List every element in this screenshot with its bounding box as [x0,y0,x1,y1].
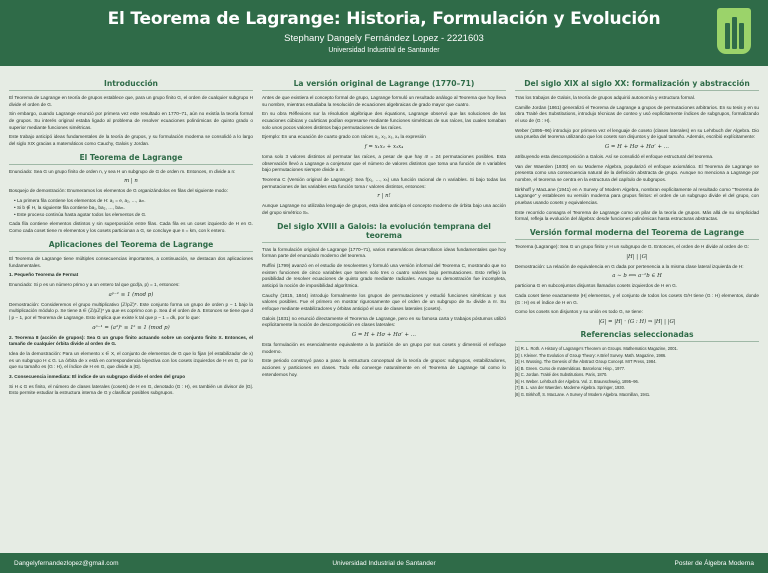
paragraph: Idea de la demostración: Para un elemento x ∈ X, el conjunto de elementos de G que lo fijan (el estabilizador de x) es un subgrupo H ≤ G. La órbita de x está en correspondencia biyectiva con los cosets izquierdos de H en G, por lo que su tamaño es (G : H), el índice de H en G, que divide a |G|. [9,350,253,370]
paragraph: atribuyendo esta descomposición a Galois. Así se consolidó el enfoque estructural del teorema. [515,154,714,160]
footer-event: Poster de Álgebra Moderna [674,559,754,567]
paragraph: Cada fila contiene elementos distintos y sin superposición entre filas. Cada fila es un coset izquierdo de H en G. Como cada coset tiene m elementos y los cosets particionan a G, se concluye que n = km, con k entero. [9,221,253,234]
paragraph: Ruffini (1799) avanzó en el estudio de resolventes y formuló una versión informal del Teorema C, mostrando que no existen funciones de cinco variables que tomen solo tres o cuatro valores bajo permutaciones. Esto reflejó la posibilidad de resolver ecuaciones de quinto grado mediante radicales. Aunque su demostración fue incompleta, anticipó la noción de imposibilidad algorítmica. [262,263,506,289]
equation: |G| = |H| · (G : H) ⇒ |H| | |G| [598,319,676,326]
paragraph: Antes de que existiera el concepto formal de grupo, Lagrange formuló un resultado análogo al Teorema que hoy lleva su nombre, mientras estudiaba la resolución de ecuaciones algebraicas de grado mayor que cuatro. [262,95,506,107]
paragraph: particiona G en subconjuntos disjuntos llamados cosets izquierdos de H en G. [515,283,678,289]
paragraph: Si H ≤ G es finito, el número de clases laterales (cosets) de H en G, denotado (G : H), es también un divisor de |G|. Esto permite estudiar la estructura interna de G y clasificar posibles subgrupos. [9,383,253,396]
paragraph: El Teorema de Lagrange tiene múltiples consecuencias importantes, a continuación, se destacan dos aplicaciones fundamentales. [9,255,253,268]
paragraph: En su obra Réflexions sur la résolution algébrique des équations, Lagrange observó que las soluciones de las ecuaciones cúbicas y cuárticas podían expresarse mediante funciones simétricas de sus raíces, las cuales tomaban solo unos pocos valores distintos bajo permutaciones de las raíces. [262,111,506,130]
paragraph: Camille Jordan (1861) generalizó el Teorema de Lagrange a grupos de permutaciones arbitrarios. En su tesis y en su obra Traité des Substitutions, introdujo técnicas de conteo y usó explícitamente índices de subgrupos, formalizando el uso de (G : H). [515,104,759,124]
list-item: • Este proceso continúa hasta agotar todos los elementos de G. [14,211,147,217]
list-item: • La primera fila contiene los elementos de H: a₁ = e, a₂, …, aₘ. [14,198,146,204]
reference-item: [8] G. Birkhoff, S. MacLane. A Survey of Modern Algebra. Macmillan, 1941. [515,391,651,397]
equation: r | n! [377,193,391,200]
reference-item: [1] R. L. Roth. A History of Lagrange's Theorem on Groups. Mathematics Magazine, 2001. [515,346,678,352]
paragraph: Bosquejo de demostración: Enumeramos los elementos de G organizándolos en filas del siguiente modo: [9,188,228,194]
paragraph: Van der Waerden (1930) en su Moderne Algebra, popularizó el enfoque axiomático. El Teorema de Lagrange se presenta como una consecuencia natural de la definición abstracta de grupo. Aunque no menciona a Lagrange por nombre, el teorema se centra en la estructura del capítulo de subgrupos. [515,163,759,183]
section-title-applications: Aplicaciones del Teorema de Lagrange [9,240,253,252]
paragraph: Enunciado: Si p es un número primo y a un entero tal que gcd(a, p) = 1, entonces: [9,281,180,287]
paragraph: Esta formulación es esencialmente equivalente a la partición de un grupo por sus cosets y dimensió el enfoque moderno. [262,342,506,354]
paragraph: Galois (1831) no enunció directamente el Teorema de Lagrange, pero en su famosa carta y trabajos póstumos utilizó explícitamente la noción de descomposición en clases laterales: [262,315,506,328]
paragraph: Tras los trabajos de Galois, la teoría de grupos adquirió autonomía y estructura formal. [515,95,696,100]
paragraph: Teorema (Lagrange): Sea G un grupo finito y H un subgrupo de G. Entonces, el orden de H divide al orden de G: [515,244,749,250]
equation: aᵖ⁻¹ ≡ 1 (mod p) [108,291,154,298]
paragraph: Aunque Lagrange no utilizaba lenguaje de grupos, esta idea anticipa el concepto moderno de órbita bajo una acción del grupo simétrico Sₙ. [262,203,506,216]
list-item: • Si b ∉ H, la siguiente fila contiene ba₁, ba₂, …, baₘ. [14,204,125,210]
section-title-early-evolution: Del siglo XVIII a Galois: la evolución temprana del teorema [262,222,506,243]
subheading: 2. Teorema 8 (acción de grupos): Sea G un grupo finito actuando sobre un conjunto finito X. Entonces, el tamaño de cualquier órbita divide al orden de G. [9,334,253,347]
section-title-original-version: La versión original de Lagrange (1770–71) [262,79,506,91]
subheading: 3. Consecuencia inmediata: El índice de un subgrupo divide el orden del grupo [9,373,186,379]
equation: aᵖ⁻¹ = (aᵈ)ᵏ ≡ 1ᵏ ≡ 1 (mod p) [92,324,170,331]
paragraph: Demostración: Consideremos el grupo multiplicativo (ℤ/pℤ)*. Este conjunto forma un grupo de orden p − 1 bajo la multiplicación módulo p. Se tiene ā ∈ (ℤ/pℤ)* ya que es coprimo con p. Sea d el orden de ā. Entonces se tiene que d | p − 1, por el Teorema de Lagrange. Esto implica que existe k tal que p − 1 = dk, por lo que: [9,301,253,320]
section-title-references: Referencias seleccionadas [515,330,759,342]
paragraph: El Teorema de Lagrange en teoría de grupos establece que, para un grupo finito G, el orden de cualquier subgrupo H divide el orden de G. [9,95,253,107]
paragraph: Enunciado: Sea G un grupo finito de orden n, y sea H un subgrupo de G de orden m. Entonces, m divide a n: [9,168,236,174]
poster-author: Stephany Dangely Fernández Lopez - 2221603 [284,33,484,44]
reference-item: [2] I. Kleiner. The Evolution of Group Theory: A Brief Survey. Math. Magazine, 1986. [515,352,667,358]
poster-affiliation: Universidad Industrial de Santander [328,47,440,54]
column-middle [262,74,506,552]
footer-email: Dangelyfernandezlopez@gmail.com [14,559,119,567]
footer-university: Universidad Industrial de Santander [332,559,436,567]
paragraph: Tras la formulación original de Lagrange (1770–71), varios matemáticos desarrollaron ideas fundamentales que hoy forman parte del enunciado moderno del teorema. [262,246,506,259]
paragraph: toma solo 3 valores distintos al permutar las raíces, a pesar de que hay 4! = 24 permutaciones posibles. Esta observación llevó a Lagrange a conjeturar que el número de valores distintos que toma una función de n variables bajo permutaciones siempre divide a n!. [262,154,506,173]
equation: |H| | |G| [626,253,648,260]
equation: G = H + Hσ + Hσ′ + … [351,332,417,339]
paragraph: Demostración: La relación de equivalencia en G dada por pertenencia a la misma clase lateral izquierda de H: [515,263,744,269]
university-logo-icon [717,8,751,54]
reference-item: [6] H. Weber. Lehrbuch der Algebra. Vol. 2. Braunschweig, 1895–96. [515,378,639,384]
paragraph: Teorema C (Versión original de Lagrange): Sea f(x₁, …, xₙ) una función racional de n variables. Si bajo todas las permutaciones de las variables esta función toma r valores distintos, entonces: [262,177,506,189]
paragraph: Ejemplo: En una ecuación de cuarto grado con raíces x₁, x₂, x₃, x₄ la expresión [262,134,426,140]
reference-item: [7] B. L. van der Waerden. Moderne Algebra. Springer, 1930. [515,385,625,391]
reference-item: [3] H. Wussing. The Genesis of the Abstract Group Concept. MIT Press, 1984. [515,359,657,365]
paragraph: Cada coset tiene exactamente |H| elementos, y el conjunto de todos los cosets G/H tiene (G : H) elementos, donde (G : H) es el índice de H en G. [515,293,759,305]
paragraph: Sin embargo, cuando Lagrange enunció por primera vez este resultado en 1770–71, aún no existía la teoría formal de grupos. Su interés original estaba ligado al problema de resolver ecuaciones polinómicas de quinto grado o superior mediante funciones simétricas. [9,111,253,130]
poster-title: El Teorema de Lagrange: Historia, Formulación y Evolución [107,9,661,29]
section-title-theorem: El Teorema de Lagrange [9,153,253,165]
paragraph: Cauchy (1815, 1844) introdujo formalmente los grupos de permutaciones y estudió funciones simétricas y sus valores posibles. Fue el primero en mostrar rigurosamente que el orden de un subgrupo de Sₙ divide a n!. Su enfoque mediante estabilizadores y órbitas anticipó el uso de clases laterales (cosets). [262,292,506,312]
equation: G = H + Hσ + Hσ′ + … [604,144,670,151]
section-title-formalization: Del siglo XIX al siglo XX: formalización y abstracción [515,79,759,91]
paragraph: Este trabajo anticipó ideas fundamentales de la teoría de grupos, y su formulación moderna se consolidó a lo largo del siglo XIX gracias a matemáticos como Cauchy, Galois y Jordan. [9,134,253,147]
column-right [515,74,759,552]
equation: f = x₁x₂ + x₃x₄ [364,144,404,151]
paragraph: Este periodo construyó paso a paso la estructura conceptual de la teoría de grupos: subgrupos, estabilizadores, acciones y particiones en clases. Todo ello converge naturalmente en el Teorema de Lagrange tal como lo entendemos hoy. [262,358,506,377]
poster-footer [0,553,768,573]
paragraph: Como los cosets son disjuntos y su unión es todo G, se tiene: [515,309,643,315]
poster-header [0,0,768,66]
section-title-intro: Introducción [9,79,253,91]
section-title-modern-version: Versión formal moderna del Teorema de Lagrange [515,228,759,240]
paragraph: Este recorrido consagra el Teorema de Lagrange como un pilar de la teoría de grupos. Más allá de su simplicidad formal, refleja la evolución del álgebra: desde funciones polinómicas hasta estructuras abstractas. [515,209,759,222]
reference-list [515,346,759,397]
equation: m | n [124,178,138,185]
reference-item: [4] B. Green. Curso de matemáticas. Barcelona: Hisp., 1977. [515,365,626,371]
column-left [9,74,253,552]
reference-item: [5] C. Jordan. Traité des Substitutions. Paris, 1870. [515,372,608,378]
subheading: 1. Pequeño Teorema de Fermat [9,272,79,278]
equation: a ∼ b ⟺ a⁻¹b ∈ H [612,273,662,280]
paragraph: Weber (1895–96) introdujo por primera vez el lenguaje de coseto (clases laterales) en su Lehrbuch der Algebra. Dio una prueba del teorema utilizando que los cosets son disjuntos y de igual tamaño. Además, escribió explícitamente: [515,127,759,140]
bullet-list [14,198,253,218]
paragraph: Birkhoff y MacLane (1941) en A Survey of Modern Algebra, nombran explícitamente al resultado como "Teorema de Lagrange" y establecen su versión moderna para grupos finitos: el orden de un subgrupo divide el del grupo, con pruebas usando cosets y equivalencias. [515,186,759,206]
